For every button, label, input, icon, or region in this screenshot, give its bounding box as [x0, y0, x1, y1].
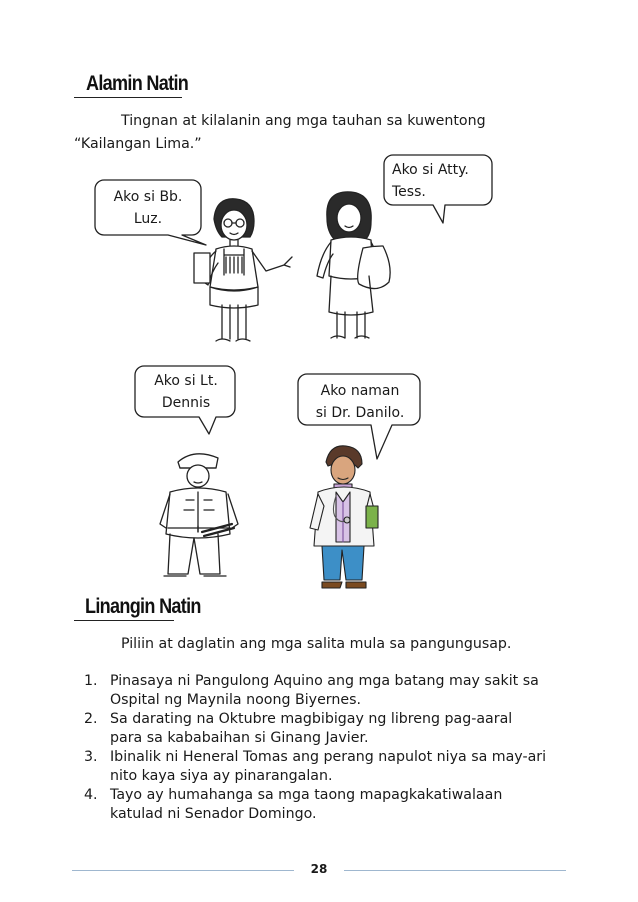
lawyer-figure: [305, 188, 405, 348]
item-line-1: Pinasaya ni Pangulong Aquino ang mga batang may sakit sa: [110, 673, 539, 689]
section-heading-linangin: Linangin Natin: [85, 595, 201, 618]
item-line-1: Ibinalik ni Heneral Tomas ang perang napulot niya sa may-ari: [110, 749, 547, 765]
item-line-2: para sa kababaihan si Ginang Javier.: [110, 730, 369, 746]
footer-rule-right: [344, 870, 566, 871]
item-line-2: nito kaya siya ay pinarangalan.: [110, 768, 333, 784]
bubble-danilo-line-1: Ako naman: [320, 383, 400, 399]
bubble-danilo-line-2: si Dr. Danilo.: [315, 405, 405, 421]
instruction-text: Piliin at daglatin ang mga salita mula sa pangungusap.: [121, 636, 512, 652]
bubble-dennis-line-1: Ako si Lt.: [154, 373, 218, 389]
bubble-danilo-text: [300, 380, 420, 424]
item-number: 2.: [84, 711, 98, 727]
bubble-luz-line-2: Luz.: [133, 211, 163, 227]
item-number: 1.: [84, 673, 98, 689]
item-line-1: Sa darating na Oktubre magbibigay ng libreng pag-aaral: [110, 711, 513, 727]
footer-rule-left: [72, 870, 294, 871]
bubble-dennis-text: [140, 370, 232, 414]
bubble-dennis-line-2: Dennis: [161, 395, 211, 411]
teacher-figure: [180, 195, 300, 350]
section-heading-alamin: Alamin Natin: [86, 72, 189, 95]
bubble-luz-line-1: Ako si Bb.: [113, 189, 183, 205]
intro-line-2: “Kailangan Lima.”: [74, 136, 202, 152]
page-number: 28: [310, 862, 328, 876]
item-line-1: Tayo ay humahanga sa mga taong mapagkakatiwalaan: [110, 787, 503, 803]
bubble-tess-line-1: Ako si Atty.: [392, 162, 469, 178]
item-number: 3.: [84, 749, 98, 765]
exercise-list: [84, 672, 584, 824]
list-item: [84, 748, 584, 786]
bubble-tess-line-2: Tess.: [392, 184, 426, 200]
doctor-figure: [300, 442, 390, 590]
intro-line-1: Tingnan at kilalanin ang mga tauhan sa kuwentong: [121, 113, 486, 129]
item-line-2: katulad ni Senador Domingo.: [110, 806, 317, 822]
list-item: [84, 672, 584, 710]
item-line-2: Ospital ng Maynila noong Biyernes.: [110, 692, 361, 708]
heading-underline-2: [74, 620, 174, 621]
list-item: [84, 786, 584, 824]
list-item: [84, 710, 584, 748]
police-officer-figure: [150, 440, 250, 585]
item-number: 4.: [84, 787, 98, 803]
